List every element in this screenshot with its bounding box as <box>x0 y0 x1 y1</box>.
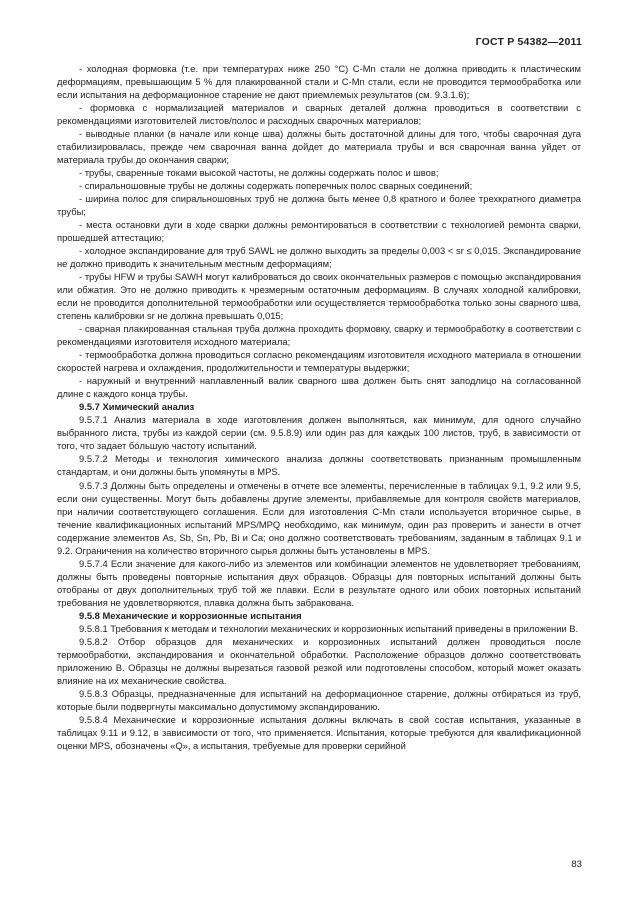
list-item: - выводные планки (в начале или конце шва) должны быть достаточной длины для того, чтобы сварочная дуга стабилизировалась, прежде чем сварочная ванна дойдет до материала трубы и вся сварочная ванна уйдет от материала трубы до окончания сварки; <box>57 128 581 166</box>
list-item: - формовка с нормализацией материалов и сварных деталей должна проводиться в соответствии с рекомендациями изготовителей листов/полос и расходных сварочных материалов; <box>57 102 581 127</box>
document-body <box>57 62 581 752</box>
clause-paragraph: 9.5.8.1 Требования к методам и технологии механических и коррозионных испытаний приведены в приложении B. <box>79 622 579 634</box>
list-item: - холодное экспандирование для труб SAWL не должно выходить за пределы 0,003 < sr ≤ 0,015. Экспандирование не должно приводить к значительным местным деформациям; <box>57 245 581 270</box>
clause-paragraph: 9.5.8.3 Образцы, предназначенные для испытаний на деформационное старение, должны отбираться из труб, которые были подвергнуты максимально допустимому экспандированию. <box>57 687 581 712</box>
list-item: - ширина полос для спиральношовных труб не должна быть менее 0,8 кратного и более трехкратного диаметра трубы; <box>57 193 581 218</box>
clause-paragraph: 9.5.7.2 Методы и технология химического анализа должны соответствовать признанным промышленным стандартам, и они должны быть упомянуты в MPS. <box>57 453 581 478</box>
list-item: - наружный и внутренний наплавленный валик сварного шва должен быть снят заподлицо на согласованной длине с каждого конца трубы. <box>57 375 581 400</box>
page-number: 83 <box>571 859 582 870</box>
section-heading-mechanical-tests: 9.5.8 Механические и коррозионные испытания <box>79 609 302 621</box>
clause-paragraph: 9.5.8.2 Отбор образцов для механических и коррозионных испытаний должен проводиться после термообработки, экспандирования и окончательной обработки. Расположение образцов должно соответствовать приложению B. Образцы не должны вырезаться газовой резкой или подготовлены способом, который может оказать влияние на их механические свойства. <box>57 635 581 686</box>
clause-paragraph: 9.5.7.1 Анализ материала в ходе изготовления должен выполняться, как минимум, для одного случайно выбранного листа, трубы из каждой серии (см. 9.5.8.9) или один раз для каждых 100 листов, труб, в зависимости от того, что задает бóльшую частоту испытаний. <box>57 414 581 452</box>
list-item: - трубы, сваренные токами высокой частоты, не должны содержать полос и швов; <box>79 167 439 179</box>
list-item: - трубы HFW и трубы SAWH могут калиброваться до своих окончательных размеров с помощью экспандирования или обжатия. Это не должно приводить к чрезмерным остаточным деформациям. В случаях холодной калибровки, если не проводится дополнительной термообработки или осуществляется термообработка только зоны сварного шва, степень калибровки sr не должна превышать 0,015; <box>57 271 581 322</box>
document-header: ГОСТ Р 54382—2011 <box>475 36 582 48</box>
clause-paragraph: 9.5.7.4 Если значение для какого-либо из элементов или комбинации элементов не удовлетворяет требованиям, должны быть проведены повторные испытания двух образцов. Образцы для повторных испытаний должны быть отобраны от двух дополнительных труб той же плавки. Если в результате одного или обоих повторных испытаний требования не удовлетворяются, плавка должна быть забракована. <box>57 557 581 608</box>
list-item: - спиральношовные трубы не должны содержать поперечных полос сварных соединений; <box>79 180 473 192</box>
section-heading-chemical-analysis: 9.5.7 Химический анализ <box>79 401 195 413</box>
list-item: - места остановки дуги в ходе сварки должны ремонтироваться в соответствии с технологией ремонта сварки, прошедшей аттестацию; <box>57 219 581 244</box>
list-item: - сварная плакированная стальная труба должна проходить формовку, сварку и термообработку в соответствии с рекомендациями изготовителя исходного материала; <box>57 323 581 348</box>
list-item: - термообработка должна проводиться согласно рекомендациям изготовителя исходного материала в отношении скоростей нагрева и охлаждения, продолжительности и температуры выдержки; <box>57 349 581 374</box>
clause-paragraph: 9.5.7.3 Должны быть определены и отмечены в отчете все элементы, перечисленные в таблицах 9.1, 9.2 или 9.5, если они существенны. Могут быть добавлены другие элементы, прибавляемые для контроля свойств материалов, при наличии соответствующего соглашения. Если для изготовления С-Mn стали используется вторичное сырье, в течение квалификационных испытаний MPS/MPQ необходимо, как минимум, один раз проверить и занести в отчет содержание элементов As, Sb, Sn, Pb, Bi и Ca; оно должно соответствовать требованиям, заданным в таблицах 9.1 и 9.2. Ограничения на количество вторичного сырья должны быть установлены в MPS. <box>57 479 581 556</box>
list-item: - холодная формовка (т.е. при температурах ниже 250 °С) С-Мn стали не должна приводить к пластическим деформациям, превышающим 5 % для плакированной стали и С-Mn стали, если не проводится термообработка или если испытания на деформационное старение не дают приемлемых результатов (см. 9.3.1.6); <box>57 63 581 101</box>
clause-paragraph: 9.5.8.4 Механические и коррозионные испытания должны включать в свой состав испытания, указанные в таблицах 9.11 и 9.12, в зависимости от того, что применяется. Испытания, которые требуются для квалификационной оценки MPS, обозначены «Q», а испытания, требуемые для проверки серийной <box>57 713 581 751</box>
